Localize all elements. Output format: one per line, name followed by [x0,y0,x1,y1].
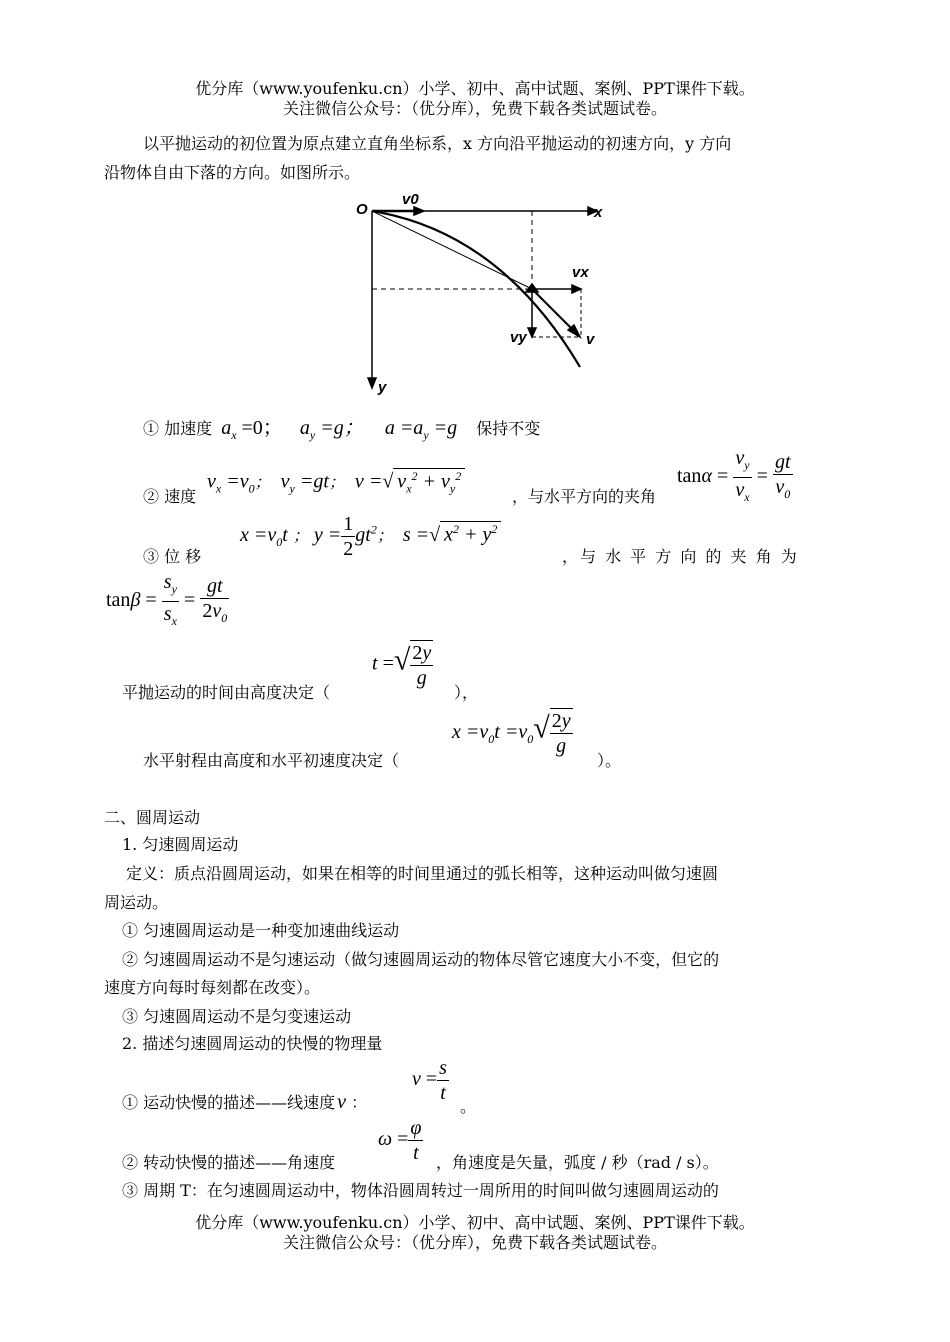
range-formula: $x =v_0t =v_0√$ $\frac{2y}{g}$ [452,710,571,757]
tan-beta-formula: tanβ = $\frac{s_y}{s_x}$ = $\frac{gt}{2v_0}$ [106,571,228,628]
y-axis-arrow [368,378,376,388]
velocity-label: ② 速度 [143,487,197,506]
v0-label: v0 [402,192,419,208]
period-line: ③ 周期 T：在匀速圆周运动中，物体沿圆周转过一周所用的时间叫做匀速圆周运动的 [122,1181,719,1200]
point-3: ③ 匀速圆周运动不是匀变速运动 [122,1007,352,1026]
acceleration-line: ① 加速度 $a_x =0$； $a_y =g$； $a =a_y =g$ 保持不变 [143,417,541,442]
angular-velocity-formula: ω = $\frac{\varphi}{t}$ [378,1117,422,1164]
vx-label: vx [572,264,589,281]
vx-arrow [572,285,581,293]
acceleration-tail: 保持不变 [476,419,541,438]
velocity-formula: $v_x =v_0$； $v_y =gt$； v =√ $v_x^2 + v_y^2$ [207,468,465,497]
point-marker [526,284,538,292]
time-line-close: ）， [454,683,479,702]
acceleration-label: ① 加速度 [143,419,213,438]
angular-velocity-label: ② 转动快慢的描述——角速度 [122,1153,336,1172]
vy-label: vy [510,329,527,346]
definition-line-2: 周运动。 [104,893,169,912]
time-formula: t =√ $\frac{2y}{g}$ [372,642,432,689]
linear-velocity-end: 。 [460,1097,477,1116]
projectile-diagram [350,192,610,402]
v0-arrow [414,207,424,215]
angular-velocity-tail: ，角速度是矢量，弧度 / 秒（rad / s）。 [436,1153,719,1172]
linear-velocity-formula: v = $\frac{s}{t}$ [412,1057,447,1104]
linear-velocity-line: ① 运动快慢的描述——线速度 v ： [122,1091,368,1113]
point-2-line-2: 速度方向每时每刻都在改变）。 [104,978,321,997]
y-axis-label: y [378,379,387,396]
point-2-line-1: ② 匀速圆周运动不是匀速运动（做匀速圆周运动的物体尽管它速度大小不变，但它的 [122,950,720,969]
range-line-text: 水平射程由高度和水平初速度决定（ [143,751,400,770]
x-axis-label: x [594,204,603,221]
tan-alpha-formula: tanα = $\frac{v_y}{v_x}$ = $\frac{gt}{v_0}$ [677,447,791,504]
velocity-line [143,482,196,511]
intro-line-2: 沿物体自由下落的方向。如图所示。 [104,163,361,182]
time-line-text: 平抛运动的时间由高度决定（ [122,683,331,702]
subsection-2-title: 2. 描述匀速圆周运动的快慢的物理量 [122,1034,383,1053]
origin-label: O [356,201,368,218]
section-2-title: 二、圆周运动 [104,808,201,827]
header-line-1: 优分库（www.youfenku.cn）小学、初中、高中试题、案例、PPT课件下载。 [195,79,755,98]
displacement-label: ③ 位 移 [143,547,202,566]
header-line-2: 关注微信公众号：（优分库），免费下载各类试题试卷。 [282,99,667,118]
range-line-close: ）。 [597,751,622,770]
definition-line-1: 定义：质点沿圆周运动，如果在相等的时间里通过的弧长相等，这种运动叫做匀速圆 [126,864,719,883]
footer-line-1: 优分库（www.youfenku.cn）小学、初中、高中试题、案例、PPT课件下载。 [195,1213,755,1232]
displacement-tail: ，与 水 平 方 向 的 夹 角 为 [562,547,799,566]
point-1: ① 匀速圆周运动是一种变加速曲线运动 [122,921,400,940]
intro-line-1: 以平抛运动的初位置为原点建立直角坐标系，x 方向沿平抛运动的初速方向，y 方向 [143,134,732,153]
displacement-formula: $x =v_0t$ ； y = $\frac{1}{2}$ $gt^2$； s =√ $x^2 + y^2$ [240,512,501,561]
chord-line [372,211,532,289]
velocity-tail: ，与水平方向的夹角 [512,487,657,506]
footer-line-2: 关注微信公众号：（优分库），免费下载各类试题试卷。 [282,1233,667,1252]
v-label: v [586,331,595,348]
vy-arrow [528,328,536,337]
subsection-1-title: 1. 匀速圆周运动 [122,835,239,854]
